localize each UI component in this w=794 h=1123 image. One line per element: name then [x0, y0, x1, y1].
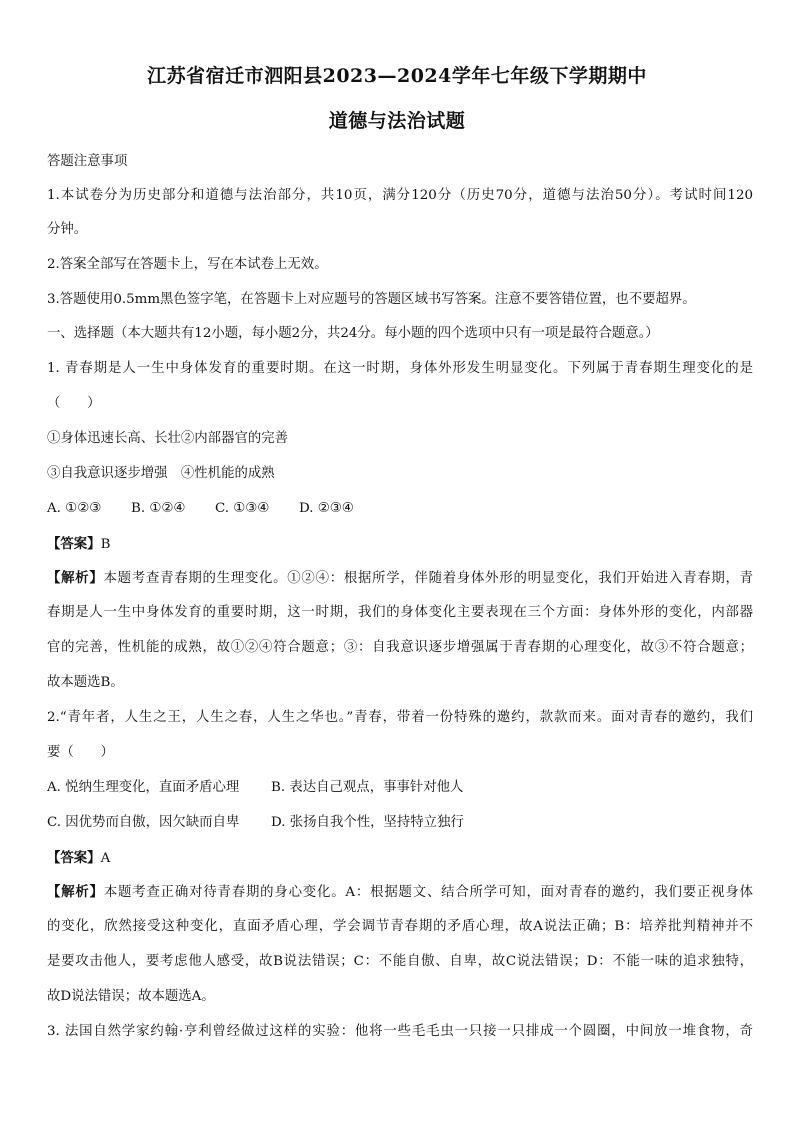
q1-option-c: C. ①③④ [215, 501, 270, 516]
q2-options-ab [47, 778, 753, 798]
q1-analysis-text: 本题考查青春期的生理变化。①②④：根据所学，伴随着身体外形的明显变化，我们开始进入青春期，青 [103, 571, 754, 586]
q1-option-a: A. ①②③ [47, 501, 102, 516]
q1-analysis-line-2: 春期是人一生中身体发育的重要时期，这一时期，我们的身体变化主要表现在三个方面：身体外形的变化，内部器 [47, 605, 753, 620]
q1-option-b: B. ①②④ [131, 501, 186, 516]
q2-analysis-text: 本题考查正确对待青春期的身心变化。A：根据题文、结合所学可知，面对青春的邀约，我们要正视身体 [103, 885, 753, 900]
notice-item-2: 2.答案全部写在答题卡上，写在本试卷上无效。 [47, 257, 328, 272]
notice-item-1-cont: 分钟。 [47, 222, 88, 237]
q1-option-d: D. ②③④ [299, 501, 354, 516]
q2-answer [47, 848, 753, 869]
q2-analysis-line-2: 的变化，欣然接受这种变化，直面矛盾心理，学会调节青春期的矛盾心理，故A说法正确；B：培养批判精神并不 [47, 919, 753, 934]
q2-stem: 2.“青年者，人生之王，人生之春，人生之华也。”青春，带着一份特殊的邀约，款款而来。面对青春的邀约，我们 [47, 710, 753, 725]
q2-option-a: A. 悦纳生理变化，直面矛盾心理 [47, 780, 240, 795]
q2-answer-value: A [100, 851, 111, 866]
q2-analysis-line-4: 故D说法错误；故本题选A。 [47, 989, 215, 1004]
q1-analysis-line-4: 故本题选B。 [47, 675, 124, 690]
q1-stem: 1. 青春期是人一生中身体发育的重要时期。在这一时期，身体外形发生明显变化。下列属于青春期生理变化的是 [47, 361, 753, 376]
q2-answer-label: 【答案】 [47, 850, 101, 866]
q2-analysis-line-3: 是要攻击他人，要考虑他人感受，故B说法错误；C：不能自傲、自卑，故C说法错误；D：不能一味的追求独特， [47, 954, 753, 969]
q1-answer-value: B [100, 537, 111, 552]
q2-option-c: C. 因优势而自傲，因欠缺而自卑 [47, 815, 240, 830]
q2-stem-blank: 要（ ） [47, 745, 114, 760]
q2-option-b: B. 表达自己观点，事事针对他人 [271, 780, 464, 795]
document-title: 江苏省宿迁市泗阳县2023—2024学年七年级下学期期中 [147, 65, 647, 87]
q1-stem-blank: （ ） [47, 396, 101, 411]
q1-analysis-line-3: 官的完善，性机能的成熟，故①②④符合题意；③：自我意识逐步增强属于青春期的心理变化，故③不符合题意； [47, 640, 753, 655]
q1-statements-2: ③自我意识逐步增强 ④性机能的成熟 [47, 466, 275, 481]
q2-option-d: D. 张扬自我个性，坚持特立独行 [271, 815, 464, 830]
q1-options [47, 499, 753, 519]
notice-item-1: 1.本试卷分为历史部分和道德与法治部分，共10页，满分120分（历史70分，道德与法治50分）。考试时间120 [47, 188, 753, 203]
q1-statements-1: ①身体迅速长高、长壮②内部器官的完善 [47, 431, 289, 446]
q1-analysis-label: 【解析】 [47, 570, 104, 586]
notice-heading: 答题注意事项 [47, 154, 128, 169]
q3-stem: 3. 法国自然学家约翰·亨利曾经做过这样的实验：他将一些毛毛虫一只接一只排成一个圆圈，中间放一堆食物，奇 [47, 1024, 753, 1039]
q2-analysis [47, 882, 753, 903]
q1-answer [47, 534, 753, 555]
q2-options-cd [47, 813, 753, 833]
notice-item-3: 3.答题使用0.5mm黑色签字笔，在答题卡上对应题号的答题区域书写答案。注意不要答错位置，也不要超界。 [47, 292, 696, 307]
q1-answer-label: 【答案】 [47, 536, 101, 552]
section-heading: 一、选择题（本大题共有12小题，每小题2分，共24分。每小题的四个选项中只有一项是最符合题意。） [47, 326, 659, 341]
document-subtitle: 道德与法治试题 [328, 110, 466, 132]
q2-analysis-label: 【解析】 [47, 884, 104, 900]
q1-analysis [47, 568, 753, 589]
